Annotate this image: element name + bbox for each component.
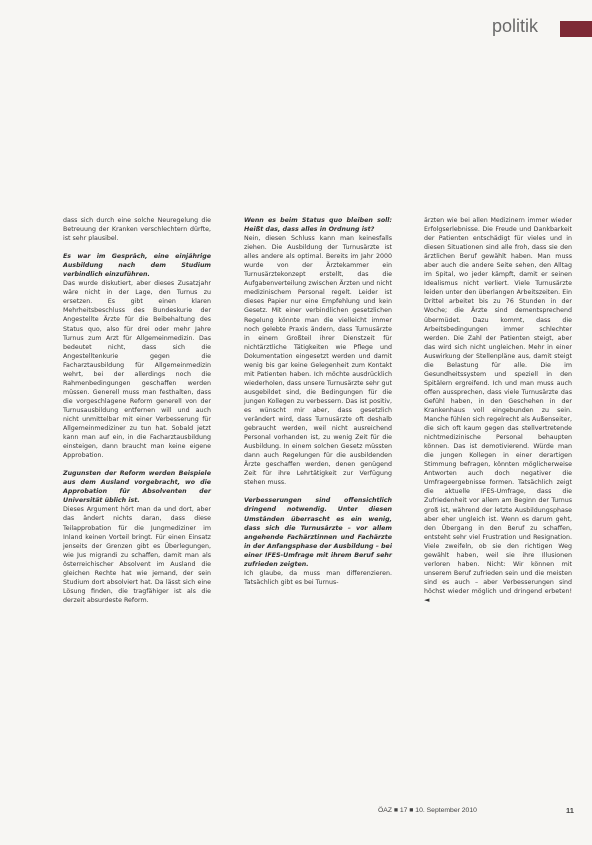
answer-paragraph: Das wurde diskutiert, aber dieses Zusatzjahr wäre nicht in der Lage, den Turnus zu ersetzen. Es gibt einen klaren Mehrheitsbeschluss des Bundeskurie der Angestellte Ärzte für die Beibehaltung des Status quo, also für drei oder mehr Jahre Turnus zum Arzt für Allgemeinmedizin. Das bedeutet nicht, dass sich die Angestelltenkurie gegen die Facharztausbildung für Allgemeinmedizin wehrt, bei der allerdings noch die Rahmenbedingungen geschaffen werden müssen. Generell muss man festhalten, dass die vorgeschlagene Reform generell von der Turnusausbildung entfernen will und auch nicht unmittelbar mit einer Verbesserung für Allgemeinmediziner zu tun hat. Sobald jetzt kann man auf ein, in die Facharztausbildung einsteigen, dann braucht man keine eigene Approbation. [63,280,211,460]
section-accent-bar [560,21,592,37]
answer-paragraph: Ich glaube, da muss man differenzieren. Tatsächlich gibt es bei Turnus- [244,569,392,586]
interview-question: Wenn es beim Status quo bleiben soll: Heißt das, dass alles in Ordnung ist? [244,217,392,234]
interview-question: Verbesserungen sind offensichtlich dringend notwendig. Unter diesen Umständen überrascht es ein wenig, dass sich die Turnusärzte – vor allem angehende Fachärztinnen und Fachärzte in der Anfangsphase der Ausbildung – bei einer IFES-Umfrage mit ihrem Beruf sehr zufrieden zeigten. [244,497,392,568]
issue-info: ÖAZ ■ 17 ■ 10. September 2010 [378,807,477,814]
answer-paragraph: ärzten wie bei allen Medizinern immer wieder Erfolgserlebnisse. Die Freude und Dankbarkeit der Patienten entschädigt für vieles und in diesen Situationen sind alle froh, dass sie den ärztlichen Beruf gewählt haben. Man muss aber auch die andere Seite sehen, den Alltag im Spital, wo jeder kämpft, damit er seinen Idealismus nicht verliert. Viele Turnusärzte leiden unter den überlangen Arbeitszeiten. Ein Drittel arbeitet bis zu 76 Stunden in der Woche; die Ärzte sind dementsprechend übermüdet. Dazu kommt, dass die Arbeitsbedingungen immer schlechter werden. Die Zahl der Patienten steigt, aber das wird sich nicht ungleichen. Mehr in einer Auswirkung der Stellenpläne aus, damit steigt die Belastung für alle. Die im Gesundheitssystem und speziell in den Spitälern ergreifend. Ich und man muss auch offen aussprechen, dass viele Turnusärzte das Gefühl haben, in den Geschehen in der Krankenhaus voll eingebunden zu sein. Manche fühlen sich regelrecht als Außenseiter, die sich oft kaum gegen das stellvertretende nichtmedizinische Personal behaupten können. Das ist demotivierend. Würde man die jungen Kollegen in einer derartigen Stimmung befragen, könnten möglicherweise Antworten auch doch negativer die Umfrageergebnisse formen. Tatsächlich zeigt die aktuelle IFES-Umfrage, dass die Zufriedenheit vor allem am Beginn der Turnus groß ist, während der letzte Ausbildungsphase aber eher ungleich ist. Wenn es darum geht, den Übergang in den Beruf zu schaffen, entsteht sehr viel Frustration und Resignation. Viele zweifeln, ob sie den richtigen Weg gewählt haben, weil sie ihre Illusionen verloren haben. Nicht: Wir können mit unserem Beruf zufrieden sein und die meisten sind es auch – aber Verbesserungen sind höchst wieder möglich und dringend erbeten! ◄ [424,217,572,604]
end-of-article-marker: ◄ [424,595,430,604]
answer-paragraph: dass sich durch eine solche Neuregelung die Betreuung der Kranken verschlechtern dürfte, ist sehr plausibel. [63,217,211,243]
interview-question: Es war im Gespräch, eine einjährige Ausbildung nach dem Studium verbindlich einzuführen. [63,253,211,279]
interview-question: Zugunsten der Reform werden Beispiele aus dem Ausland vorgebracht, wo die Approbation für Absolventen der Universität üblich ist. [63,470,211,505]
answer-paragraph: Nein, diesen Schluss kann man keinesfalls ziehen. Die Ausbildung der Turnusärzte ist alles andere als optimal. Bereits im Jahr 2000 wurde von der Ärztekammer ein Turnusärztekonzept erstellt, das die Aufgabenverteilung zwischen Ärzten und nicht medizinischem Personal regelt. Leider ist dieses Papier nur eine Empfehlung und kein Gesetz. Mit einer verbindlichen gesetzlichen Regelung könnte man die vielleicht immer noch gelebte Praxis ändern, dass Turnusärzte in einem Großteil ihrer Dienstzeit für nichtärztliche Tätigkeiten wie Pflege und Dokumentation eingesetzt werden und damit wenig bis gar keine Gelegenheit zum Kontakt mit Patienten haben. Ich möchte ausdrücklich wiederholen, dass unsere Turnusärzte sehr gut ausgebildet sind, die Bedingungen für die jungen Kollegen zu verbessern. Das ist positiv, es wünscht mir aber, dass gesetzlich verändert wird, dass Turnusärzte oft deshalb gebraucht werden, weil nicht ausreichend Personal vorhanden ist, zu wenig Zeit für die Ausbildung. In einem solchen Gesetz müssten dann auch Regelungen für die ausbildenden Ärzte geschaffen werden, denen genügend Zeit für ihre Lehrtätigkeit zur Verfügung stehen muss. [244,235,392,487]
article-column-2 [244,216,392,596]
article-column-1 [63,216,211,614]
answer-paragraph: Dieses Argument hört man da und dort, aber das ändert nichts daran, dass diese Teilapprobation für die Jungmediziner im Inland keinen Vorteil bringt. Für einen Einsatz jenseits der Grenzen gibt es Überlegungen, wie Jus migrandi zu schaffen, damit man als österreichischer Absolvent im Ausland die gleichen Rechte hat wie jemand, der sein Studium dort absolviert hat. Da lässt sich eine Lösung finden, die tragfähiger ist als die derzeit absurdeste Reform. [63,506,211,604]
article-column-3 [424,216,572,614]
page-number: 11 [566,806,574,815]
section-label: politik [492,16,539,36]
